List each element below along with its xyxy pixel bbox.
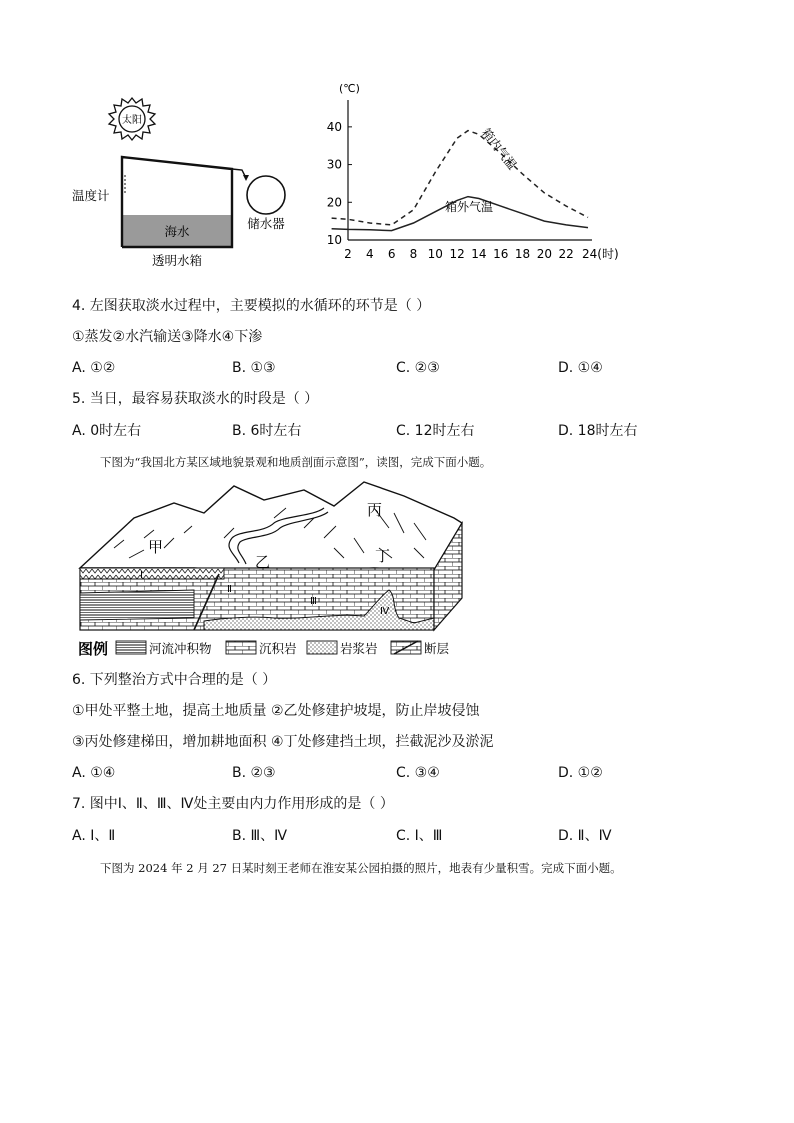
y-tick-label: 20 [326, 195, 342, 210]
x-tick-label: 22 [558, 247, 574, 261]
layer-alluvium [80, 590, 194, 620]
q6-stem: 6. 下列整治方式中合理的是（ ） [72, 672, 277, 688]
intro-photo: 下图为 2024 年 2 月 27 日某时刻王老师在淮安某公园拍摄的照片，地表有少量积雪。完成下面小题。 [100, 861, 622, 875]
x-tick-label: 6 [387, 247, 396, 261]
q5-option-a[interactable]: A. 0时左右 [72, 423, 142, 439]
y-tick-label: 40 [326, 119, 342, 134]
label-bing: 丙 [367, 501, 383, 519]
label-jia: 甲 [148, 538, 164, 556]
sun-label: 太阳 [122, 115, 142, 126]
temperature-chart [310, 78, 630, 268]
q6-line2: ③丙处修建梯田，增加耕地面积 ④丁处修建挡土坝，拦截泥沙及淤泥 [72, 734, 494, 750]
y-axis-unit: (℃) [339, 82, 360, 95]
q5-stem: 5. 当日，最容易获取淡水的时段是（ ） [72, 391, 319, 407]
label-r3: Ⅲ [310, 596, 317, 607]
figure-landform-block [74, 478, 474, 660]
legend-magma: 岩浆岩 [340, 641, 378, 656]
y-tick-label: 30 [326, 157, 342, 172]
sun-icon [109, 98, 155, 140]
q4-sub: ①蒸发②水汽输送③降水④下渗 [72, 329, 263, 345]
intro-geology: 下图为“我国北方某区域地貌景观和地质剖面示意图”，读图，完成下面小题。 [100, 455, 492, 469]
x-tick-label: 18 [514, 247, 531, 261]
y-tick-label: 10 [326, 233, 342, 247]
legend-swatch-magma [307, 641, 337, 654]
q7-option-d[interactable]: D. Ⅱ、Ⅳ [558, 828, 612, 844]
thermometer-label: 温度计 [72, 188, 110, 203]
mountain-surface [80, 482, 462, 573]
q7-stem: 7. 图中Ⅰ、Ⅱ、Ⅲ、Ⅳ处主要由内力作用形成的是（ ） [72, 796, 394, 812]
label-r1: Ⅰ [140, 570, 143, 581]
legend-swatch-fault [391, 641, 421, 654]
label-yi: 乙 [255, 553, 271, 571]
q4-option-d[interactable]: D. ①④ [558, 360, 603, 376]
seawater-label: 海水 [164, 224, 190, 239]
q5-option-d[interactable]: D. 18时左右 [558, 423, 638, 439]
x-tick-label: 20 [536, 247, 553, 261]
series-label-inside: 箱内气温 [478, 125, 520, 173]
legend-swatch-alluvium [116, 641, 146, 654]
x-tick-label: 2 [344, 247, 352, 261]
x-tick-label: 4 [365, 247, 374, 261]
arrow-icon [243, 175, 249, 181]
q6-option-b[interactable]: B. ②③ [232, 765, 276, 781]
q6-option-c[interactable]: C. ③④ [396, 765, 440, 781]
q5-option-b[interactable]: B. 6时左右 [232, 423, 302, 439]
box-label: 透明水箱 [151, 253, 203, 268]
legend-fault: 断层 [424, 641, 450, 656]
series-label-outside: 箱外气温 [445, 200, 494, 214]
q6-option-d[interactable]: D. ①② [558, 765, 603, 781]
q4-option-b[interactable]: B. ①③ [232, 360, 276, 376]
x-tick-label: 16 [493, 247, 509, 261]
legend-swatch-sedimentary [226, 641, 256, 654]
q7-option-c[interactable]: C. Ⅰ、Ⅲ [396, 828, 443, 844]
q6-option-a[interactable]: A. ①④ [72, 765, 116, 781]
x-tick-label: 14 [471, 247, 487, 261]
label-r2: Ⅱ [227, 584, 232, 595]
q5-option-c[interactable]: C. 12时左右 [396, 423, 475, 439]
figure-solar-still [60, 90, 300, 275]
layer-alluvium-top [80, 568, 224, 579]
x-tick-label: 24(时) [582, 247, 619, 261]
x-tick-label: 8 [409, 247, 418, 261]
q7-option-a[interactable]: A. Ⅰ、Ⅱ [72, 828, 116, 844]
reservoir-label: 储水器 [247, 216, 285, 231]
x-tick-label: 10 [427, 247, 443, 261]
q4-stem: 4. 左图获取淡水过程中，主要模拟的水循环的环节是（ ） [72, 298, 431, 314]
q6-line1: ①甲处平整土地，提高土地质量 ②乙处修建护坡堤，防止岸坡侵蚀 [72, 703, 480, 719]
reservoir-icon [247, 176, 285, 214]
legend-sedimentary: 沉积岩 [259, 641, 297, 656]
legend-title: 图例 [78, 640, 109, 658]
label-ding: 丁 [375, 547, 391, 565]
label-r4: Ⅳ [380, 606, 390, 617]
legend-alluvium: 河流冲积物 [149, 641, 212, 656]
q4-option-a[interactable]: A. ①② [72, 360, 116, 376]
q4-option-c[interactable]: C. ②③ [396, 360, 440, 376]
x-tick-label: 12 [449, 247, 465, 261]
q7-option-b[interactable]: B. Ⅲ、Ⅳ [232, 828, 288, 844]
